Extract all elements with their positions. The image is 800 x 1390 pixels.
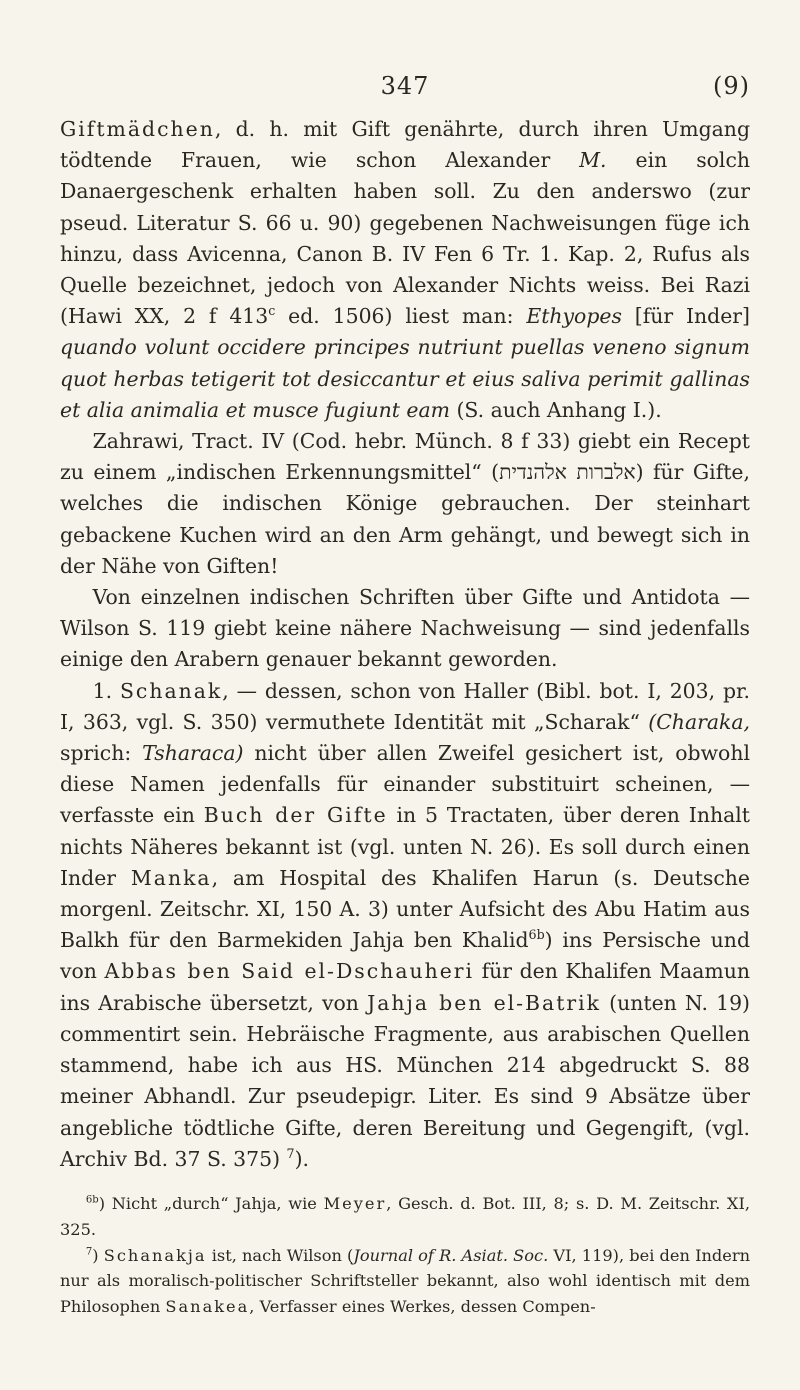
name-abbas: Abbas ben Said el-Dschauheri: [104, 959, 475, 984]
footnote-ref-7: 7: [286, 1145, 295, 1161]
paragraph-indische-schriften: Von einzelnen indischen Schriften über Gifte und Antidota — Wilson S. 119 giebt keine nähere Nachweisung — sind jedenfalls einige den Arabern genauer bekannt geworden.: [60, 585, 750, 672]
footnote-6b: $^{6b}$) Nicht „durch“ Jahja, wie Meyer, Gesch. d. Bot. III, 8; s. D. M. Zeitschr. XI, 325.: [60, 1193, 750, 1239]
hebrew-term: אלברות אלהנדית: [499, 460, 636, 485]
term-giftmaedchen: Giftmädchen: [60, 117, 215, 141]
page-number: 347: [380, 72, 430, 100]
paragraph-schanak: 1. Schanak, — dessen, schon von Haller (Bibl. bot. I, 203, pr. I, 363, vgl. S. 350) vermuthete Identität mit „Scharak“ (Charaka, sprich: Tsharaca) nicht über allen Zweifel gesichert ist, obwohl diese Namen jedenfalls für einander substituirt scheinen, — verfasste ein Buch der Gifte in 5 Tractaten, über deren Inhalt nichts Näheres bekannt ist (vgl. unten N. 26). Es soll durch einen Inder Manka, am Hospital des Khalifen Harun (s. Deutsche morgenl. Zeitschr. XI, 150 A. 3) unter Aufsicht des Abu Hatim aus Balkh für den Barmekiden Jahja ben Khalid$^{6b}$) ins Persische und von Abbas ben Said el-Dschauheri für den Khalifen Maamun ins Arabische übersetzt, von Jahja ben el-Batrik (unten N. 19) commentirt sein. Hebräische Fragmente, aus arabischen Quellen stammend, habe ich aus HS. München 214 abgedruckt S. 88 meiner Abhandl. Zur pseudepigr. Liter. Es sind 9 Absätze über angebliche tödtliche Gifte, deren Bereitung und Gegengift, (vgl. Archiv Bd. 37 S. 375) $^7$).: [60, 678, 750, 1171]
name-schanak: Schanak: [119, 678, 223, 703]
footnotes: [60, 1191, 750, 1320]
name-jahja-ben-el-batrik: Jahja ben el-Batrik: [367, 990, 602, 1015]
body-text: [60, 114, 750, 1175]
sheet-signature: (9): [713, 72, 750, 100]
running-header: [60, 72, 750, 106]
paragraph-giftmaedchen: Giftmädchen, d. h. mit Gift genährte, durch ihren Umgang tödtende Frauen, wie schon Alexander M. ein solch Danaergeschenk erhalten haben soll. Zu den anderswo (zur pseud. Literatur S. 66 u. 90) gegebenen Nachweisungen füge ich hinzu, dass Avicenna, Canon B. IV Fen 6 Tr. 1. Kap. 2, Rufus als Quelle bezeichnet, jedoch von Alexander Nichts weiss. Bei Razi (Hawi XX, 2 f 413$^c$ ed. 1506) liest man: Ethyopes [für Inder] quando volunt occidere principes nutriunt puellas veneno signum quot herbas tetigerit tot desiccantur et eius saliva perimit gallinas et alia animalia et musce fugiunt eam (S. auch Anhang I.).: [60, 117, 751, 422]
name-manka: Manka: [130, 865, 212, 890]
footnote-7: $^7$) Schanakja ist, nach Wilson (Journal of R. Asiat. Soc. VI, 119), bei den Indern nur als moralisch-politischer Schriftsteller bekannt, also wohl identisch mit dem Philosophen Sanakea, Verfasser eines Werkes, dessen Compen-: [60, 1245, 750, 1317]
page: [60, 72, 750, 1320]
footnote-ref-6b: 6b: [528, 927, 545, 943]
paragraph-zahrawi: Zahrawi, Tract. IV (Cod. hebr. Münch. 8 f 33) giebt ein Recept zu einem „indischen Erkennungsmittel“ (אלברות אלהנדית) für Gifte, welches die indischen Könige gebrauchen. Der steinhart gebackene Kuchen wird an den Arm gehängt, und bewegt sich in der Nähe von Giften!: [60, 429, 750, 578]
latin-quotation: quando volunt occidere principes nutriunt puellas veneno signum quot herbas tetigerit tot desiccantur et eius saliva perimit gallinas et alia animalia et musce fugiunt eam: [60, 335, 750, 422]
title-buch-der-gifte: Buch der Gifte: [203, 803, 388, 828]
